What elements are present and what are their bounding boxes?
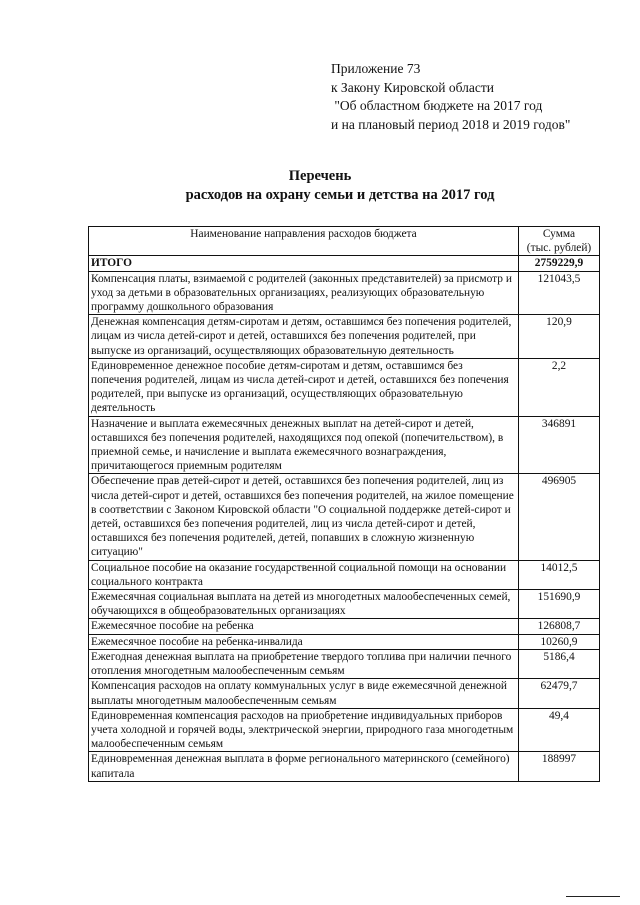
table-row xyxy=(89,590,600,619)
expense-value: 188997 xyxy=(519,752,600,781)
document-title xyxy=(0,167,640,205)
table-row xyxy=(89,560,600,589)
column-header-name: Наименование направления расходов бюджета xyxy=(89,227,519,256)
table-row xyxy=(89,474,600,560)
appendix-number: Приложение 73 xyxy=(331,61,421,76)
expenses-table xyxy=(88,226,600,782)
expense-name: Назначение и выплата ежемесячных денежных выплат на детей-сирот и детей, оставшихся без попечения родителей, находящихся под опекой (попечительством), в приемной семье, и начисление и выплата ежемесячного вознаграждения, причитающегося приемным родителям xyxy=(89,416,519,474)
expense-value: 126808,7 xyxy=(519,619,600,634)
footer-line xyxy=(566,896,620,897)
total-row xyxy=(89,256,600,271)
table-row xyxy=(89,416,600,474)
expense-name: Единовременная денежная выплата в форме регионального материнского (семейного) капитала xyxy=(89,752,519,781)
expense-name: Компенсация платы, взимаемой с родителей (законных представителей) за присмотр и уход за детьми в образовательных организациях, реализующих образовательную программу дошкольного образования xyxy=(89,271,519,315)
appendix-header xyxy=(331,60,631,134)
expense-value: 120,9 xyxy=(519,315,600,359)
table-row xyxy=(89,649,600,678)
table-row xyxy=(89,619,600,634)
expense-name: Социальное пособие на оказание государственной социальной помощи на основании социального контракта xyxy=(89,560,519,589)
expense-value: 121043,5 xyxy=(519,271,600,315)
expense-value: 49,4 xyxy=(519,708,600,752)
expense-name: Ежегодная денежная выплата на приобретение твердого топлива при наличии печного отопления многодетным малообеспеченным семьям xyxy=(89,649,519,678)
table-row xyxy=(89,634,600,649)
total-label: ИТОГО xyxy=(89,256,519,271)
appendix-law-period: и на плановый период 2018 и 2019 годов" xyxy=(331,116,571,132)
table-row xyxy=(89,358,600,416)
expense-value: 14012,5 xyxy=(519,560,600,589)
expense-value: 2,2 xyxy=(519,358,600,416)
expense-value: 62479,7 xyxy=(519,679,600,708)
expense-name: Ежемесячная социальная выплата на детей из многодетных малообеспеченных семей, обучающихся в общеобразовательных организациях xyxy=(89,590,519,619)
total-value: 2759229,9 xyxy=(519,256,600,271)
title-line-1: Перечень xyxy=(288,168,352,184)
table-row xyxy=(89,679,600,708)
appendix-law-ref: к Закону Кировской области xyxy=(331,79,495,95)
title-line-2: расходов на охрану семьи и детства на 2017 год xyxy=(185,187,495,203)
column-header-sum-title: Сумма xyxy=(542,228,576,240)
expense-name: Единовременное денежное пособие детям-сиротам и детям, оставшимся без попечения родителей, лицам из числа детей-сирот и детей, оставшихся без попечения родителей, при выпуске из организаций, осуществляющих образовательную деятельность xyxy=(89,358,519,416)
table-row xyxy=(89,315,600,359)
column-header-sum xyxy=(519,227,600,256)
expense-value: 496905 xyxy=(519,474,600,560)
table-header-row xyxy=(89,227,600,256)
expense-value: 10260,9 xyxy=(519,634,600,649)
expense-name: Компенсация расходов на оплату коммунальных услуг в виде ежемесячной денежной выплаты многодетным малообеспеченным семьям xyxy=(89,679,519,708)
table-row xyxy=(89,271,600,315)
expense-value: 346891 xyxy=(519,416,600,474)
expense-name: Ежемесячное пособие на ребенка-инвалида xyxy=(89,634,519,649)
table-row xyxy=(89,708,600,752)
expense-name: Единовременная компенсация расходов на приобретение индивидуальных приборов учета холодной и горячей воды, электрической энергии, природного газа многодетным малообеспеченным семьям xyxy=(89,708,519,752)
expense-value: 151690,9 xyxy=(519,590,600,619)
expense-name: Обеспечение прав детей-сирот и детей, оставшихся без попечения родителей, лиц из числа детей-сирот и детей, оставшихся без попечения родителей, на жилое помещение в соответствии с Законом Кировской области "О социальной поддержке детей-сирот и детей, оставшихся без попечения родителей, лиц из числа детей-сирот и детей, оставшихся без попечения родителей, детей, попавших в сложную жизненную ситуацию" xyxy=(89,474,519,560)
column-header-sum-unit: (тыс. рублей) xyxy=(526,242,592,255)
expense-name: Денежная компенсация детям-сиротам и детям, оставшимся без попечения родителей, лицам из числа детей-сирот и детей, оставшихся без попечения родителей, при выпуске из организаций, осуществляющих образовательную деятельность xyxy=(89,315,519,359)
expense-value: 5186,4 xyxy=(519,649,600,678)
appendix-law-title: "Об областном бюджете на 2017 год xyxy=(331,98,543,113)
table-row xyxy=(89,752,600,781)
expense-name: Ежемесячное пособие на ребенка xyxy=(89,619,519,634)
